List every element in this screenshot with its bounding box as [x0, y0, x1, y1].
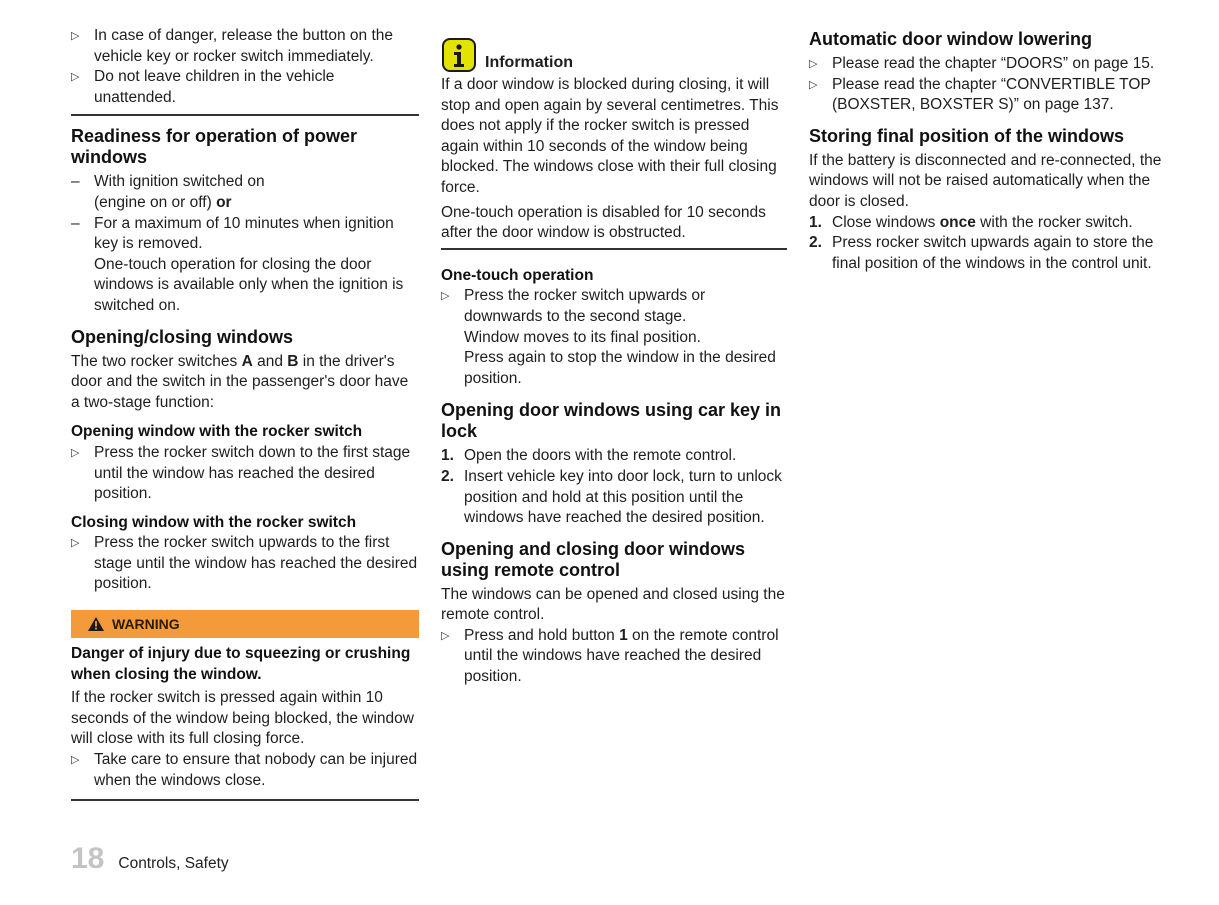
warning-heading: Danger of injury due to squeezing or crushing when closing the window. — [71, 645, 411, 683]
section-divider — [71, 799, 419, 801]
column-right — [809, 26, 1164, 274]
subheading: Opening window with the rocker switch — [71, 423, 363, 441]
dash-bullet: – — [71, 173, 80, 191]
section-divider — [71, 114, 419, 116]
section-heading: Storing final position of the windows — [809, 125, 1124, 146]
subheading: One-touch operation — [441, 266, 594, 284]
list-item: ▷ Press the rocker switch upwards to the first stage until the window has reached the desired position. — [71, 534, 418, 593]
section-heading: Opening and closing door windows using remote control — [441, 538, 745, 580]
triangle-arrow-icon: ▷ — [71, 446, 80, 459]
instruction-list — [71, 533, 419, 595]
list-item: ▷ Do not leave children in the vehicle unattended. — [71, 68, 335, 106]
list-item: 1. Open the doors with the remote control. — [441, 446, 787, 467]
list-item: ▷ Press and hold button 1 on the remote control until the windows have reached the desired position. — [441, 626, 779, 686]
instruction-list — [441, 626, 787, 688]
warning-text: If the rocker switch is pressed again within 10 seconds of the window being blocked, the window will close with its full closing force. — [71, 689, 414, 748]
info-header — [441, 31, 787, 73]
column-middle — [441, 26, 787, 688]
info-label: Information — [485, 54, 573, 71]
triangle-arrow-icon: ▷ — [71, 537, 80, 550]
paragraph: If the battery is disconnected and re-connected, the windows will not be raised automatically when the door is closed. — [809, 151, 1162, 210]
info-text: One-touch operation is disabled for 10 seconds after the door window is obstructed. — [441, 203, 766, 242]
section-divider — [441, 248, 787, 250]
info-text: If a door window is blocked during closing, it will stop and open again by several centimetres. This does not apply if the rocker switch is pressed again within 10 seconds of the window being blocked. The windows close with their full closing force. — [441, 76, 779, 196]
warning-triangle-icon — [88, 617, 104, 631]
list-item: ▷ Take care to ensure that nobody can be injured when the windows close. — [71, 751, 418, 789]
instruction-list — [71, 443, 419, 505]
info-icon — [441, 37, 477, 73]
step-list — [809, 213, 1164, 275]
readiness-note: One-touch operation for closing the door windows is available only when the ignition is switched on. — [94, 255, 404, 314]
list-item: ▷ Please read the chapter “CONVERTIBLE TOP (BOXSTER, BOXSTER S)” on page 137. — [809, 75, 1151, 114]
readiness-list — [71, 172, 419, 254]
page-footer — [71, 842, 229, 876]
step-number: 1. — [809, 213, 822, 231]
step-list — [441, 446, 787, 528]
warning-bar — [71, 610, 419, 638]
list-item: 2. Press rocker switch upwards again to store the final position of the windows in the control unit. — [809, 234, 1154, 272]
section-heading: Automatic door window lowering — [809, 29, 1092, 49]
step-number: 1. — [441, 447, 454, 465]
list-item: ▷ Press the rocker switch upwards or downwards to the second stage. Window moves to its final position. Press again to stop the window in the desired position. — [441, 287, 776, 387]
section-heading: Opening/closing windows — [71, 326, 294, 347]
list-item: 1. Close windows once with the rocker switch. — [809, 213, 1164, 234]
intro-list — [71, 26, 419, 108]
paragraph: The windows can be opened and closed using the remote control. — [441, 585, 785, 624]
triangle-arrow-icon: ▷ — [441, 629, 450, 642]
column-left — [71, 26, 419, 801]
section-heading: Readiness for operation of power windows — [71, 126, 358, 168]
list-item: ▷ Please read the chapter “DOORS” on page 15. — [809, 54, 1164, 75]
list-item: ▷ Press the rocker switch down to the first stage until the window has reached the desired position. — [71, 443, 411, 503]
step-number: 2. — [441, 467, 454, 485]
step-number: 2. — [809, 234, 822, 252]
triangle-arrow-icon: ▷ — [71, 30, 80, 42]
warning-list — [71, 750, 419, 791]
instruction-list — [809, 54, 1164, 116]
list-item: – For a maximum of 10 minutes when ignition key is removed. — [71, 214, 394, 253]
triangle-arrow-icon: ▷ — [71, 754, 80, 767]
list-item: 2. Insert vehicle key into door lock, turn to unlock position and hold at this position until the windows have reached the desired position. — [441, 467, 782, 527]
page-number: 18 — [71, 842, 105, 875]
triangle-arrow-icon: ▷ — [809, 58, 818, 70]
warning-label: WARNING — [112, 616, 180, 633]
section-name: Controls, Safety — [118, 855, 229, 872]
triangle-arrow-icon: ▷ — [441, 290, 450, 303]
list-item: – With ignition switched on (engine on or off) or — [71, 173, 265, 211]
triangle-arrow-icon: ▷ — [71, 71, 80, 84]
subheading: Closing window with the rocker switch — [71, 513, 357, 531]
list-item: ▷ In case of danger, release the button on the vehicle key or rocker switch immediately. — [71, 27, 394, 65]
dash-bullet: – — [71, 214, 80, 232]
instruction-list — [441, 286, 787, 389]
paragraph: The two rocker switches A and B in the driver's door and the switch in the passenger's door have a two-stage function: — [71, 352, 409, 411]
section-heading: Opening door windows using car key in lock — [441, 400, 782, 442]
triangle-arrow-icon: ▷ — [809, 78, 818, 91]
